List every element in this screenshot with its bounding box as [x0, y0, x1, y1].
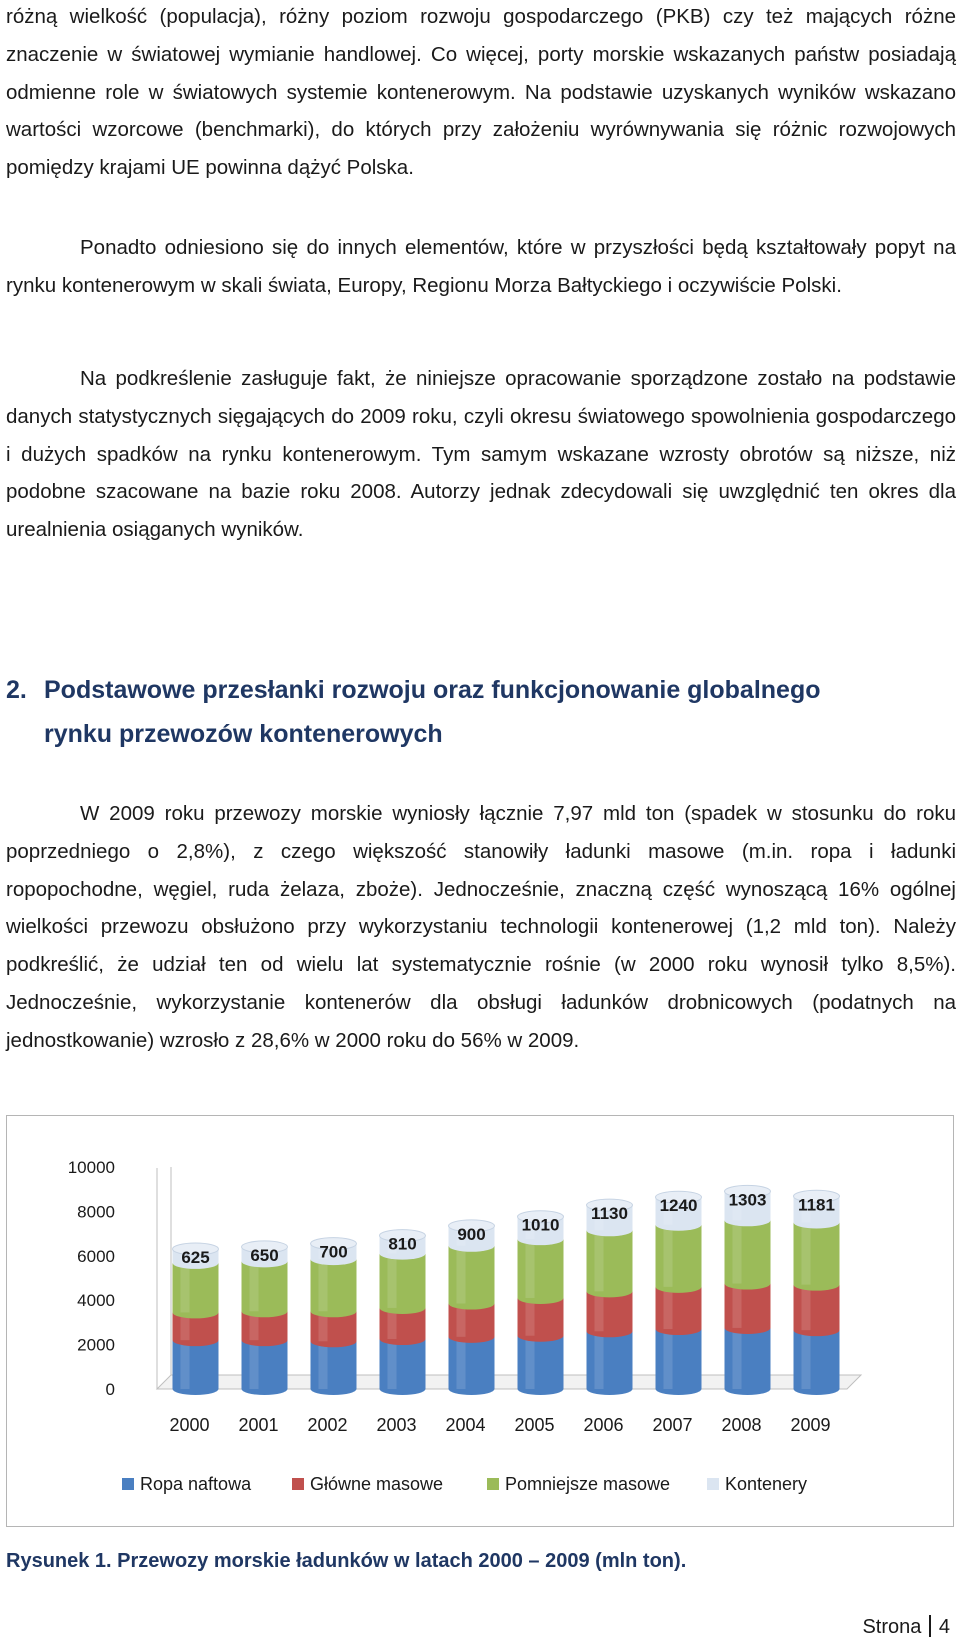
section-number: 2.	[6, 676, 27, 704]
bar-segment	[173, 1340, 219, 1395]
legend-swatch	[122, 1478, 134, 1490]
bar-segment	[794, 1330, 840, 1395]
bar-segment-highlight	[595, 1291, 604, 1331]
bar-segment-highlight	[802, 1223, 811, 1285]
legend-label: Ropa naftowa	[140, 1474, 252, 1494]
x-tick-label: 2006	[583, 1415, 624, 1435]
bar-segment-highlight	[733, 1328, 742, 1389]
x-tick-label: 2000	[169, 1415, 210, 1435]
bar-segment	[380, 1339, 426, 1395]
y-tick-label: 4000	[77, 1291, 115, 1311]
bar-segment	[794, 1285, 840, 1337]
chart-frame	[6, 1115, 954, 1527]
bar-segment	[518, 1239, 564, 1304]
legend-swatch	[487, 1478, 499, 1490]
x-tick-label: 2009	[790, 1415, 831, 1435]
y-tick-label: 10000	[67, 1158, 115, 1177]
bar-segment	[656, 1225, 702, 1293]
paragraph-intro: różną wielkość (populacja), różny poziom rozwoju gospodarczego (PKB) czy też mających różne znaczenie w światowej wymianie handlowej. Co więcej, porty morskie wskazanych państw posiadają odmienne role w światowych systemie kontenerowym. Na podstawie uzyskanych wyników wskazano wartości wzorcowe (benchmarki), do których przy założeniu wyrównywania się różnic rozwojowych pomiędzy krajami UE powinna dążyć Polska.	[6, 5, 956, 180]
footer-separator	[929, 1615, 931, 1637]
section-title-line2: rynku przewozów kontenerowych	[44, 720, 443, 748]
footer-label: Strona	[862, 1616, 922, 1638]
bar-segment	[449, 1246, 495, 1310]
bar-segment-highlight	[457, 1246, 466, 1304]
x-tick-label: 2008	[721, 1415, 762, 1435]
legend-swatch	[292, 1478, 304, 1490]
bar-segment-highlight	[802, 1330, 811, 1389]
legend-label: Kontenery	[725, 1474, 808, 1494]
bar-segment	[242, 1261, 288, 1317]
bar-data-label: 810	[388, 1234, 417, 1254]
bar-data-label: 900	[457, 1224, 486, 1244]
paragraph-sea-transport: W 2009 roku przewozy morskie wyniosły łącznie 7,97 mld ton (spadek w stosunku do roku poprzedniego o 2,8%), z czego większość stanowiły ładunki masowe (m.in. ropa i ładunki ropopochodne, węgiel, ruda żelaza, zboże). Jednocześnie, znaczną część wynoszącą 16% ogólnej wielkości przewozu obsłużono przy wykorzystaniu technologii kontenerowej (1,2 mld ton). Należy podkreślić, że udział ten od wielu lat systematycznie rośnie (w 2000 roku wynosił tylko 8,5%). Jednocześnie, wykorzystanie kontenerów dla obsługi ładunków drobnicowych (podatnych na jednostkowanie) wzrosło z 28,6% w 2000 roku do 56% w 2009.	[6, 802, 956, 1052]
x-tick-label: 2001	[238, 1415, 279, 1435]
x-tick-label: 2003	[376, 1415, 417, 1435]
x-tick-label: 2005	[514, 1415, 555, 1435]
figure-caption: Rysunek 1. Przewozy morskie ładunków w latach 2000 – 2009 (mln ton).	[6, 1550, 687, 1572]
bar-segment	[449, 1337, 495, 1395]
bar-segment-highlight	[802, 1285, 811, 1331]
bar-segment-highlight	[250, 1261, 259, 1311]
paragraph-data-note: Na podkreślenie zasługuje fakt, że niniejsze opracowanie sporządzone zostało na podstawie danych statystycznych sięgających do 2009 roku, czyli okresu światowego spowolnienia gospodarczego i dużych spadków na rynku kontenerowym. Tym samym wskazane wzrosty obrotów są niższe, niż podobne szacowane na bazie roku 2008. Autorzy jednak zdecydowali się uwzględnić ten okres dla urealnienia osiąganych wyników.	[6, 367, 956, 542]
bar-segment	[311, 1341, 357, 1395]
x-tick-label: 2004	[445, 1415, 486, 1435]
bar-segment	[587, 1230, 633, 1297]
bar-data-label: 700	[319, 1242, 348, 1262]
paragraph-other-elements: Ponadto odniesiono się do innych elementów, które w przyszłości będą kształtowały popyt na rynku kontenerowym w skali świata, Europy, Regionu Morza Bałtyckiego i oczywiście Polski.	[6, 236, 956, 297]
bar-segment-highlight	[595, 1331, 604, 1389]
bar-data-label: 1130	[591, 1204, 628, 1224]
bar-segment	[587, 1291, 633, 1337]
bar-segment	[173, 1263, 219, 1319]
legend-label: Główne masowe	[310, 1474, 444, 1494]
bar-segment-highlight	[250, 1340, 259, 1389]
bar-segment-highlight	[388, 1339, 397, 1389]
bar-segment-highlight	[526, 1239, 535, 1298]
bar-segment	[725, 1328, 771, 1395]
bar-segment-highlight	[664, 1225, 673, 1287]
bar-segment	[518, 1336, 564, 1395]
x-tick-label: 2007	[652, 1415, 693, 1435]
bar-segment	[725, 1284, 771, 1334]
bar-segment	[587, 1331, 633, 1395]
bar-segment-highlight	[319, 1259, 328, 1311]
legend-swatch	[707, 1478, 719, 1490]
x-tick-label: 2002	[307, 1415, 348, 1435]
section-title-line1: Podstawowe przesłanki rozwoju oraz funkcjonowanie globalnego	[44, 676, 821, 704]
bar-segment-highlight	[733, 1284, 742, 1328]
bar-segment	[518, 1298, 564, 1342]
bar-data-label: 1010	[521, 1215, 560, 1235]
bar-segment	[311, 1259, 357, 1317]
bar-segment-highlight	[526, 1336, 535, 1389]
bar-segment-highlight	[319, 1341, 328, 1389]
y-tick-label: 2000	[77, 1335, 115, 1355]
bar-segment	[380, 1254, 426, 1314]
bar-segment	[794, 1223, 840, 1291]
bar-data-label: 650	[250, 1245, 279, 1265]
bar-segment-highlight	[664, 1329, 673, 1389]
bar-segment	[656, 1329, 702, 1395]
bar-segment	[242, 1340, 288, 1395]
page-number: 4	[938, 1616, 950, 1638]
bar-segment	[656, 1287, 702, 1335]
bar-data-label: 1303	[728, 1190, 767, 1210]
page-footer	[862, 1615, 950, 1639]
y-tick-label: 6000	[77, 1246, 115, 1266]
legend-label: Pomniejsze masowe	[505, 1474, 671, 1494]
bar-segment-highlight	[733, 1220, 742, 1283]
bar-segment-highlight	[457, 1337, 466, 1389]
bar-segment-highlight	[388, 1254, 397, 1308]
bar-segment-highlight	[664, 1287, 673, 1329]
bar-segment	[725, 1220, 771, 1289]
chart-plot-group	[68, 1158, 861, 1494]
bar-segment-highlight	[181, 1340, 190, 1389]
bar-data-label: 1181	[798, 1195, 835, 1215]
y-tick-label: 0	[105, 1380, 115, 1399]
bar-data-label: 625	[181, 1248, 210, 1268]
y-tick-label: 8000	[77, 1202, 115, 1222]
bar-segment-highlight	[595, 1230, 604, 1291]
bar-segment-highlight	[181, 1263, 190, 1313]
section-heading	[6, 668, 956, 756]
stacked-bar-chart	[7, 1116, 952, 1525]
bar-data-label: 1240	[659, 1196, 698, 1216]
